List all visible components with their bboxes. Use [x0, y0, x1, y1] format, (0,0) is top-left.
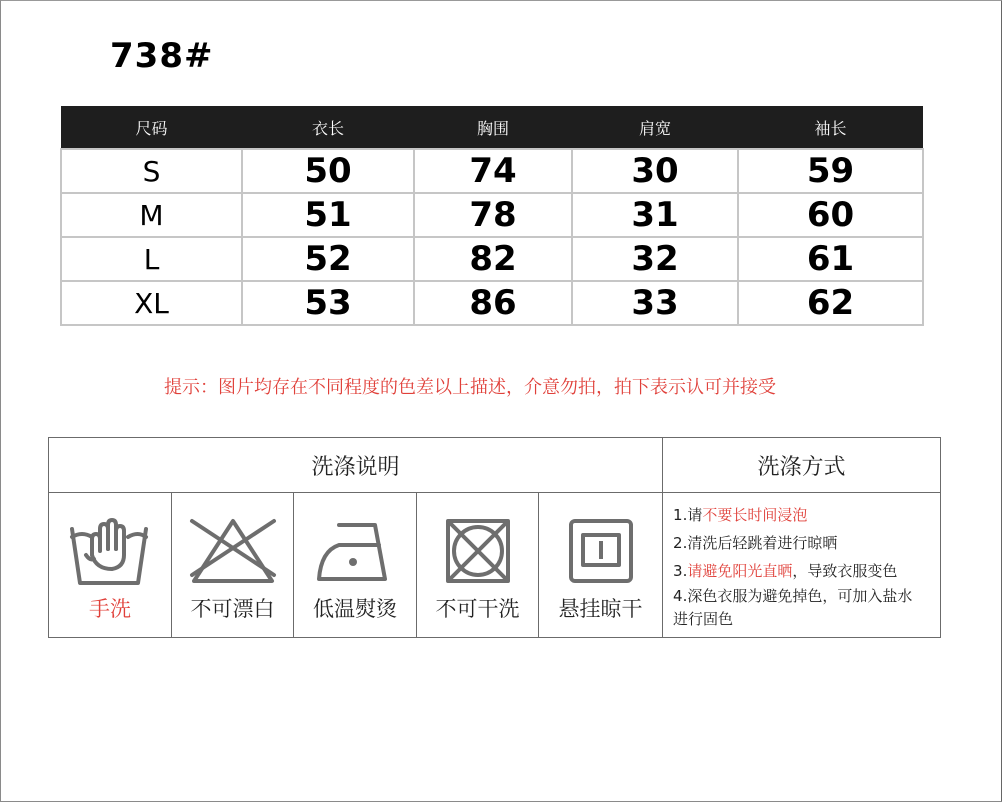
- sleeve-cell: 62: [738, 281, 923, 325]
- bust-cell: 86: [414, 281, 572, 325]
- care-label: 手洗: [89, 597, 131, 621]
- header-length: 衣长: [242, 106, 414, 149]
- length-cell: 50: [242, 149, 414, 193]
- care-label: 低温熨烫: [313, 597, 397, 621]
- table-row: [61, 237, 923, 281]
- hand-wash-icon: [68, 515, 152, 587]
- care-item-hang-dry: [539, 493, 663, 638]
- care-label: 不可干洗: [435, 597, 520, 621]
- length-cell: 51: [242, 193, 414, 237]
- header-sleeve: 袖长: [738, 106, 923, 149]
- list-item: 1.请不要长时间浸泡: [673, 506, 808, 524]
- sleeve-cell: 59: [738, 149, 923, 193]
- size-cell: XL: [61, 281, 242, 325]
- care-label: 不可漂白: [190, 597, 275, 621]
- list-item: 3.请避免阳光直晒，导致衣服变色: [673, 562, 898, 580]
- header-size: 尺码: [61, 106, 242, 149]
- care-method-list: [663, 493, 941, 638]
- care-label: 悬挂晾干: [558, 597, 643, 621]
- care-method-title: 洗涤方式: [663, 438, 941, 493]
- shoulder-cell: 33: [572, 281, 738, 325]
- care-item-low-iron: [294, 493, 417, 638]
- bust-cell: 74: [414, 149, 572, 193]
- header-bust: 胸围: [414, 106, 572, 149]
- size-chart-header-row: [61, 106, 923, 149]
- sleeve-cell: 60: [738, 193, 923, 237]
- no-bleach-icon: [188, 515, 278, 587]
- model-number: 738#: [110, 36, 214, 76]
- color-difference-notice: 提示：图片均存在不同程度的色差以上描述，介意勿拍，拍下表示认可并接受: [164, 377, 776, 398]
- hang-dry-icon: [565, 515, 637, 587]
- care-instructions-table: [48, 437, 941, 638]
- size-cell: S: [61, 149, 242, 193]
- shoulder-cell: 30: [572, 149, 738, 193]
- header-shoulder: 肩宽: [572, 106, 738, 149]
- bust-cell: 78: [414, 193, 572, 237]
- low-iron-icon: [313, 515, 397, 587]
- length-cell: 53: [242, 281, 414, 325]
- shoulder-cell: 32: [572, 237, 738, 281]
- size-cell: L: [61, 237, 242, 281]
- size-chart-table: [60, 106, 924, 326]
- care-instructions-title: 洗涤说明: [49, 438, 663, 493]
- care-item-hand-wash: [49, 493, 172, 638]
- length-cell: 52: [242, 237, 414, 281]
- list-item: 4.深色衣服为避免掉色，可加入盐水进行固色: [673, 587, 913, 628]
- table-row: [61, 281, 923, 325]
- shoulder-cell: 31: [572, 193, 738, 237]
- table-row: [61, 193, 923, 237]
- bust-cell: 82: [414, 237, 572, 281]
- care-item-no-bleach: [172, 493, 294, 638]
- size-cell: M: [61, 193, 242, 237]
- no-tumble-dry-icon: [442, 515, 514, 587]
- table-row: [61, 149, 923, 193]
- care-item-no-tumble-dry: [417, 493, 539, 638]
- list-item: 2.清洗后轻跳着进行晾晒: [673, 534, 838, 552]
- sleeve-cell: 61: [738, 237, 923, 281]
